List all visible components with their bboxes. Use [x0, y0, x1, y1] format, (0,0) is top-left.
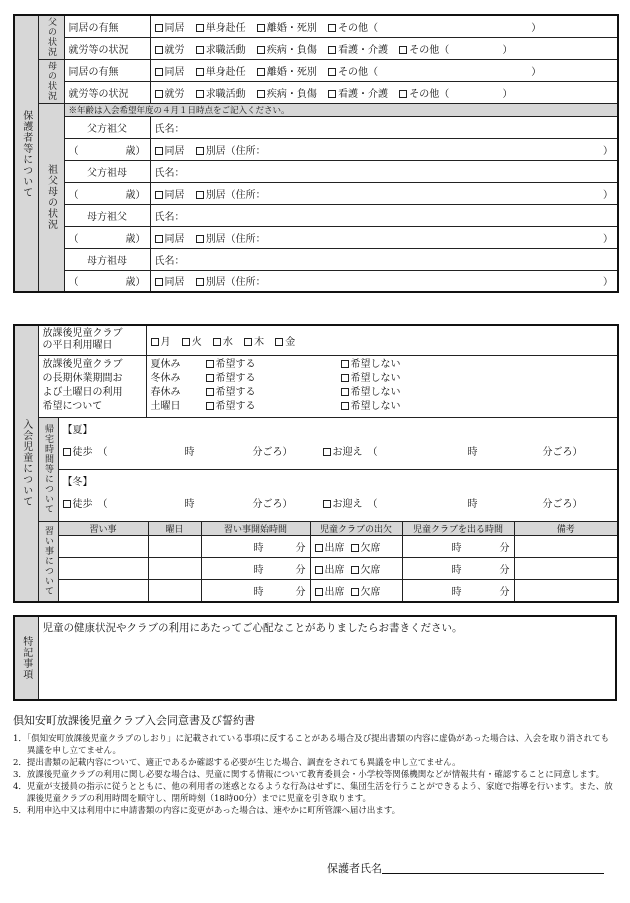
checkbox[interactable]: [155, 68, 163, 76]
checkbox[interactable]: [315, 566, 323, 574]
lesson-header: 曜日: [148, 521, 201, 535]
father-label: 父の状況: [38, 15, 64, 59]
remarks-field[interactable]: [514, 557, 618, 579]
checkbox[interactable]: [155, 24, 163, 32]
gp-role: 父方祖母: [64, 160, 150, 182]
age-note: ※年齢は入会希望年度の４月１日時点をご記入ください。: [64, 103, 618, 116]
agreement-item: 5．利用申込中又は利用中に申請書類の内容に変更があった場合は、速やかに町所管課へ届け出ます。: [13, 806, 401, 816]
signature-field[interactable]: [382, 862, 604, 874]
guardian-table: [13, 14, 619, 293]
gp-name-field[interactable]: 氏名：: [150, 116, 618, 138]
lesson-table-cell: [58, 521, 618, 602]
child-section-label: 入会児童について: [14, 325, 38, 602]
checkbox[interactable]: [196, 24, 204, 32]
mother-work-options: 就労 求職活動 疾病・負傷 看護・介護 その他（ ）: [150, 81, 618, 103]
leave-time-field[interactable]: 時 分: [402, 579, 514, 601]
gp-residence-options: 同居 別居（住所： ）: [150, 138, 618, 160]
checkbox[interactable]: [155, 46, 163, 54]
gp-name-field[interactable]: 氏名：: [150, 248, 618, 270]
lesson-start-field[interactable]: 時 分: [201, 535, 310, 557]
checkbox[interactable]: [196, 68, 204, 76]
checkbox[interactable]: [182, 338, 190, 346]
lesson-header: 児童クラブを出る時間: [402, 521, 514, 535]
agreement-item: 4．児童が支援員の指示に従うとともに、他の利用者の迷惑となるような行為はせずに、集団生活を行うことができるよう、家庭で指導を行います。また、放課後児童クラブの利用時間を順守し、閉所時刻（18時00分）までに児童を引き取ります。: [13, 782, 613, 804]
agreement-item: 3．放課後児童クラブの利用に関し必要な場合は、児童に関する情報について教育委員会・小学校等関係機関などが情報共有・確認することに同意します。: [13, 770, 605, 780]
signature-row: [327, 860, 604, 876]
lesson-row: [58, 535, 618, 557]
checkbox[interactable]: [244, 338, 252, 346]
special-notes-label: 特記事項: [14, 616, 38, 700]
mother-label: 母の状況: [38, 59, 64, 103]
lesson-header: 備考: [514, 521, 618, 535]
lesson-start-field[interactable]: 時 分: [201, 579, 310, 601]
checkbox[interactable]: [196, 46, 204, 54]
leave-time-field[interactable]: 時 分: [402, 557, 514, 579]
checkbox[interactable]: [315, 588, 323, 596]
gp-residence-options: 同居 別居（住所： ）: [150, 182, 618, 204]
long-holiday-label: 放課後児童クラブ の長期休業期間お よび土曜日の利用 希望について: [38, 355, 146, 417]
lesson-day-field[interactable]: [148, 579, 201, 601]
attendance-options: 出席 欠席: [310, 579, 402, 601]
checkbox[interactable]: [257, 24, 265, 32]
checkbox[interactable]: [328, 90, 336, 98]
agreement-list: [13, 733, 617, 817]
checkbox[interactable]: [275, 338, 283, 346]
checkbox[interactable]: [151, 338, 159, 346]
checkbox[interactable]: [155, 90, 163, 98]
lesson-start-field[interactable]: 時 分: [201, 557, 310, 579]
long-holiday-options: 夏休み 希望する 希望しない 冬休み 希望する 希望しない 春休み 希望する 希望しない 土曜日 希望する 希望しない: [146, 355, 618, 417]
checkbox[interactable]: [351, 566, 359, 574]
gp-role: 母方祖父: [64, 204, 150, 226]
checkbox[interactable]: [341, 388, 349, 396]
checkbox[interactable]: [323, 448, 331, 456]
checkbox[interactable]: [206, 374, 214, 382]
checkbox[interactable]: [257, 90, 265, 98]
lesson-table: [58, 521, 618, 602]
gp-age-field[interactable]: （ 歳）: [64, 226, 150, 248]
checkbox[interactable]: [351, 544, 359, 552]
lesson-name-field[interactable]: [58, 535, 148, 557]
checkbox[interactable]: [63, 500, 71, 508]
mother-cohabit-label: 同居の有無: [64, 59, 150, 81]
gp-age-field[interactable]: （ 歳）: [64, 182, 150, 204]
checkbox[interactable]: [196, 278, 204, 286]
checkbox[interactable]: [341, 374, 349, 382]
checkbox[interactable]: [328, 46, 336, 54]
special-notes-table: [13, 615, 617, 701]
checkbox[interactable]: [196, 90, 204, 98]
checkbox[interactable]: [341, 360, 349, 368]
mother-cohabit-options: 同居 単身赴任 離婚・死別 その他（ ）: [150, 59, 618, 81]
gp-residence-options: 同居 別居（住所： ）: [150, 226, 618, 248]
gp-age-field[interactable]: （ 歳）: [64, 138, 150, 160]
checkbox[interactable]: [196, 147, 204, 155]
gp-role: 母方祖母: [64, 248, 150, 270]
checkbox[interactable]: [206, 388, 214, 396]
lesson-row: [58, 557, 618, 579]
lesson-name-field[interactable]: [58, 557, 148, 579]
gp-name-field[interactable]: 氏名：: [150, 204, 618, 226]
lesson-row: [58, 579, 618, 601]
checkbox[interactable]: [155, 191, 163, 199]
checkbox[interactable]: [206, 402, 214, 410]
checkbox[interactable]: [155, 147, 163, 155]
checkbox[interactable]: [213, 338, 221, 346]
father-work-label: 就労等の状況: [64, 37, 150, 59]
checkbox[interactable]: [196, 191, 204, 199]
checkbox[interactable]: [399, 46, 407, 54]
grandparents-label: 祖父母の状況: [38, 103, 64, 292]
checkbox[interactable]: [328, 68, 336, 76]
checkbox[interactable]: [341, 402, 349, 410]
attendance-options: 出席 欠席: [310, 535, 402, 557]
checkbox[interactable]: [63, 448, 71, 456]
checkbox[interactable]: [323, 500, 331, 508]
checkbox[interactable]: [399, 90, 407, 98]
attendance-options: 出席 欠席: [310, 557, 402, 579]
winter-return: 【冬】 徒歩 （ 時 分ごろ） お迎え （ 時 分ごろ）: [58, 469, 618, 521]
checkbox[interactable]: [315, 544, 323, 552]
gp-age-field[interactable]: （ 歳）: [64, 270, 150, 292]
agreement-item: 2．提出書類の記載内容について、適正であるか確認する必要が生じた場合、調査をされても異議を申し立てません。: [13, 758, 461, 768]
agreement-section: [13, 712, 617, 817]
lesson-header: 習い事: [58, 521, 148, 535]
signature-label: 保護者氏名: [327, 862, 382, 875]
gp-residence-options: 同居 別居（住所： ）: [150, 270, 618, 292]
father-cohabit-label: 同居の有無: [64, 15, 150, 37]
checkbox[interactable]: [351, 588, 359, 596]
weekday-label: 放課後児童クラブ の平日利用曜日: [38, 325, 146, 355]
checkbox[interactable]: [206, 360, 214, 368]
special-notes-field[interactable]: 児童の健康状況やクラブの利用にあたってご心配なことがありましたらお書きください。: [38, 616, 616, 700]
remarks-field[interactable]: [514, 535, 618, 557]
father-cohabit-options: 同居 単身赴任 離婚・死別 その他（ ）: [150, 15, 618, 37]
agreement-item: 1．「倶知安町放課後児童クラブのしおり」に記載されている事項に反することがある場合及び提出書類の内容に虚偽があった場合は、入会を取り消されても異議を申し立てません。: [13, 734, 610, 756]
father-work-options: 就労 求職活動 疾病・負傷 看護・介護 その他（ ）: [150, 37, 618, 59]
checkbox[interactable]: [257, 68, 265, 76]
gp-role: 父方祖父: [64, 116, 150, 138]
summer-return: 【夏】 徒歩 （ 時 分ごろ） お迎え （ 時 分ごろ）: [58, 417, 618, 469]
lesson-day-field[interactable]: [148, 557, 201, 579]
checkbox[interactable]: [328, 24, 336, 32]
checkbox[interactable]: [196, 235, 204, 243]
remarks-field[interactable]: [514, 579, 618, 601]
checkbox[interactable]: [257, 46, 265, 54]
mother-work-label: 就労等の状況: [64, 81, 150, 103]
gp-name-field[interactable]: 氏名：: [150, 160, 618, 182]
lesson-header: 習い事開始時間: [201, 521, 310, 535]
lesson-name-field[interactable]: [58, 579, 148, 601]
weekday-options: 月 火 水 木 金: [146, 325, 618, 355]
lesson-day-field[interactable]: [148, 535, 201, 557]
lesson-header: 児童クラブの出欠: [310, 521, 402, 535]
leave-time-field[interactable]: 時 分: [402, 535, 514, 557]
lesson-label: 習い事について: [38, 521, 58, 602]
guardian-section-label: 保護者等について: [14, 15, 38, 292]
return-time-label: 帰宅時間等について: [38, 417, 58, 521]
child-table: [13, 324, 619, 603]
agreement-title: 倶知安町放課後児童クラブ入会同意書及び誓約書: [13, 714, 255, 727]
checkbox[interactable]: [155, 278, 163, 286]
checkbox[interactable]: [155, 235, 163, 243]
